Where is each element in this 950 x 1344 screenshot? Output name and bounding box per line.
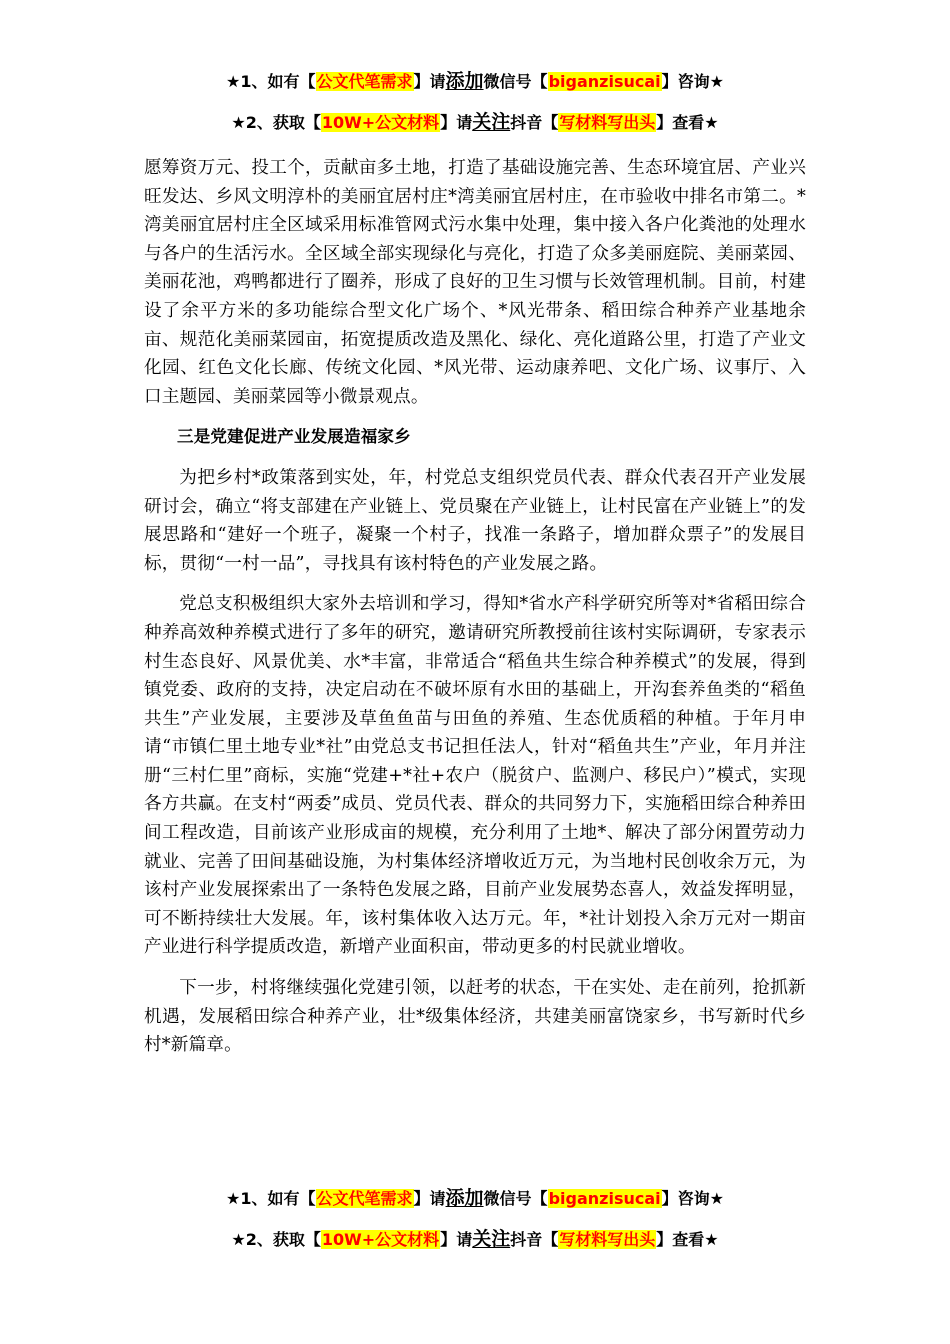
- footer-line2-mid1: 】请: [440, 1230, 473, 1249]
- footer-line2-suffix: 】查看★: [656, 1230, 719, 1249]
- header-line2-mid1: 】请: [440, 113, 473, 132]
- header-ad-line-2: [0, 110, 950, 135]
- header-ad-line-1: [0, 69, 950, 94]
- header-line1-mid2: 微信号【: [483, 72, 548, 91]
- paragraph-rice-fish-model: 党总支积极组织大家外去培训和学习，得知*省水产科学研究所等对*省稻田综合种养高效种养模式进行了多年的研究，邀请研究所教授前往该村实际调研，专家表示村生态良好、风景优美、水*丰富，非常适合“稻鱼共生综合种养模式”的发展，得到镇党委、政府的支持，决定启动在不破坏原有水田的基础上，开沟套养鱼类的“稻鱼共生”产业发展，主要涉及草鱼鱼苗与田鱼的养殖、生态优质稻的种植。于年月申请“市镇仁里土地专业*社”由党总支书记担任法人，针对“稻鱼共生”产业，年月并注册“三村仁里”商标，实施“党建+*社+农户（脱贫户、监测户、移民户）”模式，实现各方共赢。在支村“两委”成员、党员代表、群众的共同努力下，实施稻田综合种养田间工程改造，目前该产业形成亩的规模，充分利用了土地*、解决了部分闲置劳动力就业、完善了田间基础设施，为村集体经济增收近万元，为当地村民创收余万元，为该村产业发展探索出了一条特色发展之路，目前产业发展势态喜人，效益发挥明显，可不断持续壮大发展。年，该村集体收入达万元。年，*社计划投入余万元对一期亩产业进行科学提质改造，新增产业面积亩，带动更多的村民就业增收。: [144, 594, 806, 958]
- footer-line1-mid1: 】请: [413, 1189, 446, 1208]
- footer-line1-suffix: 】咨询★: [661, 1189, 724, 1208]
- header-line2-highlight-douyin: 写材料写出头: [559, 113, 656, 132]
- footer-line1-highlight-service: 公文代笔需求: [316, 1189, 413, 1208]
- header-line2-highlight-materials: 10W+公文材料: [321, 113, 440, 132]
- footer-line1-prefix: ★1、如有【: [226, 1189, 316, 1208]
- paragraph-industry-development: 为把乡村*政策落到实处，年，村党总支组织党员代表、群众代表召开产业发展研讨会，确立“将支部建在产业链上、党员聚在产业链上，让村民富在产业链上”的发展思路和“建好一个班子，凝聚一个村子，找准一条路子，增加群众票子”的发展目标，贯彻“一村一品”，寻找具有该村特色的产业发展之路。: [144, 467, 806, 574]
- paragraph-next-steps: 下一步，村将继续强化党建引领，以赶考的状态，干在实处、走在前列，抢抓新机遇，发展稻田综合种养产业，壮*级集体经济，共建美丽富饶家乡，书写新时代乡村*新篇章。: [144, 978, 806, 1056]
- paragraph-village-construction: 愿筹资万元、投工个，贡献亩多土地，打造了基础设施完善、生态环境宜居、产业兴旺发达、乡风文明淳朴的美丽宜居村庄*湾美丽宜居村庄，在市验收中排名市第二。*湾美丽宜居村庄全区域采用标准管网式污水集中处理，集中接入各户化粪池的处理水与各户的生活污水。全区域全部实现绿化与亮化，打造了众多美丽庭院、美丽菜园、美丽花池，鸡鸭都进行了圈养，形成了良好的卫生习惯与长效管理机制。目前，村建设了余平方米的多功能综合型文化广场个、*风光带条、稻田综合种养产业基地余亩、规范化美丽菜园亩，拓宽提质改造及黑化、绿化、亮化道路公里，打造了产业文化园、红色文化长廊、传统文化园、*风光带、运动康养吧、文化广场、议事厅、入口主题园、美丽菜园等小微景观点。: [144, 158, 806, 407]
- footer-line1-mid2: 微信号【: [483, 1189, 548, 1208]
- footer-ad-line-1: [0, 1186, 950, 1211]
- footer-line2-prefix: ★2、获取【: [231, 1230, 321, 1249]
- header-line1-highlight-wechat: biganzisucai: [548, 72, 661, 91]
- header-line2-mid2: 抖音【: [510, 113, 559, 132]
- footer-line2-mid2: 抖音【: [510, 1230, 559, 1249]
- document-body: [144, 154, 806, 1072]
- header-line2-prefix: ★2、获取【: [231, 113, 321, 132]
- footer-line1-highlight-wechat: biganzisucai: [548, 1189, 661, 1208]
- footer-line1-emphasis: 添加: [445, 1187, 484, 1209]
- footer-line2-highlight-materials: 10W+公文材料: [321, 1230, 440, 1249]
- header-line1-highlight-service: 公文代笔需求: [316, 72, 413, 91]
- footer-line2-emphasis: 关注: [472, 1228, 511, 1250]
- header-line2-suffix: 】查看★: [656, 113, 719, 132]
- section-heading: 三是党建促进产业发展造福家乡: [177, 427, 411, 447]
- header-line1-emphasis: 添加: [445, 70, 484, 92]
- header-line1-suffix: 】咨询★: [661, 72, 724, 91]
- header-line1-mid1: 】请: [413, 72, 446, 91]
- header-line1-prefix: ★1、如有【: [226, 72, 316, 91]
- footer-ad-line-2: [0, 1227, 950, 1252]
- footer-line2-highlight-douyin: 写材料写出头: [559, 1230, 656, 1249]
- header-line2-emphasis: 关注: [472, 111, 511, 133]
